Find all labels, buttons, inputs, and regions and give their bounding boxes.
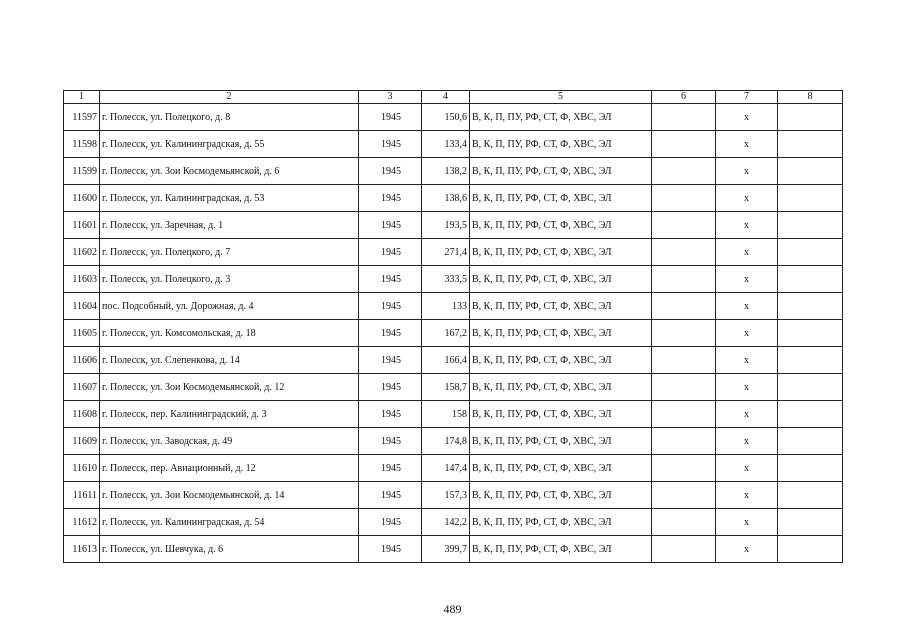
table-row — [64, 185, 843, 212]
address-cell: г. Полесск, ул. Зои Космодемьянской, д. 12 — [100, 374, 359, 401]
header-cell-4: 4 — [422, 91, 470, 104]
column-6-cell — [652, 482, 716, 509]
register-table — [63, 90, 843, 563]
year-cell: 1945 — [359, 455, 422, 482]
table-row — [64, 428, 843, 455]
column-6-cell — [652, 158, 716, 185]
year-cell: 1945 — [359, 293, 422, 320]
equipment-cell: В, К, П, ПУ, РФ, СТ, Ф, ХВС, ЭЛ — [470, 104, 652, 131]
table-row — [64, 455, 843, 482]
column-6-cell — [652, 185, 716, 212]
header-cell-6: 6 — [652, 91, 716, 104]
address-cell: г. Полесск, ул. Комсомольская, д. 18 — [100, 320, 359, 347]
header-row — [64, 91, 843, 104]
year-cell: 1945 — [359, 374, 422, 401]
column-8-cell — [778, 374, 843, 401]
column-7-cell: x — [716, 509, 778, 536]
column-8-cell — [778, 401, 843, 428]
column-8-cell — [778, 428, 843, 455]
area-cell: 158 — [422, 401, 470, 428]
record-number: 11613 — [64, 536, 100, 563]
column-7-cell: x — [716, 455, 778, 482]
column-6-cell — [652, 455, 716, 482]
area-cell: 158,7 — [422, 374, 470, 401]
address-cell: г. Полесск, ул. Калининградская, д. 53 — [100, 185, 359, 212]
column-6-cell — [652, 347, 716, 374]
column-6-cell — [652, 536, 716, 563]
column-8-cell — [778, 185, 843, 212]
address-cell: г. Полесск, ул. Зои Космодемьянской, д. 6 — [100, 158, 359, 185]
column-8-cell — [778, 212, 843, 239]
area-cell: 147,4 — [422, 455, 470, 482]
record-number: 11609 — [64, 428, 100, 455]
table-row — [64, 536, 843, 563]
column-7-cell: x — [716, 104, 778, 131]
table-row — [64, 347, 843, 374]
column-7-cell: x — [716, 158, 778, 185]
year-cell: 1945 — [359, 428, 422, 455]
area-cell: 166,4 — [422, 347, 470, 374]
equipment-cell: В, К, П, ПУ, РФ, СТ, Ф, ХВС, ЭЛ — [470, 212, 652, 239]
column-6-cell — [652, 104, 716, 131]
column-6-cell — [652, 131, 716, 158]
equipment-cell: В, К, П, ПУ, РФ, СТ, Ф, ХВС, ЭЛ — [470, 536, 652, 563]
record-number: 11608 — [64, 401, 100, 428]
column-8-cell — [778, 536, 843, 563]
equipment-cell: В, К, П, ПУ, РФ, СТ, Ф, ХВС, ЭЛ — [470, 185, 652, 212]
address-cell: г. Полесск, ул. Полецкого, д. 3 — [100, 266, 359, 293]
area-cell: 399,7 — [422, 536, 470, 563]
column-7-cell: x — [716, 401, 778, 428]
area-cell: 138,2 — [422, 158, 470, 185]
area-cell: 167,2 — [422, 320, 470, 347]
table-row — [64, 401, 843, 428]
address-cell: г. Полесск, ул. Заречная, д. 1 — [100, 212, 359, 239]
column-6-cell — [652, 212, 716, 239]
record-number: 11611 — [64, 482, 100, 509]
record-number: 11606 — [64, 347, 100, 374]
column-8-cell — [778, 266, 843, 293]
record-number: 11612 — [64, 509, 100, 536]
area-cell: 133 — [422, 293, 470, 320]
column-7-cell: x — [716, 347, 778, 374]
address-cell: пос. Подсобный, ул. Дорожная, д. 4 — [100, 293, 359, 320]
year-cell: 1945 — [359, 185, 422, 212]
column-7-cell: x — [716, 293, 778, 320]
year-cell: 1945 — [359, 401, 422, 428]
area-cell: 333,5 — [422, 266, 470, 293]
table-row — [64, 158, 843, 185]
year-cell: 1945 — [359, 131, 422, 158]
column-7-cell: x — [716, 374, 778, 401]
address-cell: г. Полесск, пер. Авиационный, д. 12 — [100, 455, 359, 482]
address-cell: г. Полесск, ул. Слепенкова, д. 14 — [100, 347, 359, 374]
equipment-cell: В, К, П, ПУ, РФ, СТ, Ф, ХВС, ЭЛ — [470, 455, 652, 482]
record-number: 11610 — [64, 455, 100, 482]
table-row — [64, 239, 843, 266]
year-cell: 1945 — [359, 347, 422, 374]
column-6-cell — [652, 401, 716, 428]
table-row — [64, 266, 843, 293]
header-cell-3: 3 — [359, 91, 422, 104]
equipment-cell: В, К, П, ПУ, РФ, СТ, Ф, ХВС, ЭЛ — [470, 509, 652, 536]
record-number: 11601 — [64, 212, 100, 239]
record-number: 11604 — [64, 293, 100, 320]
year-cell: 1945 — [359, 482, 422, 509]
column-8-cell — [778, 104, 843, 131]
equipment-cell: В, К, П, ПУ, РФ, СТ, Ф, ХВС, ЭЛ — [470, 320, 652, 347]
area-cell: 150,6 — [422, 104, 470, 131]
record-number: 11599 — [64, 158, 100, 185]
column-7-cell: x — [716, 185, 778, 212]
record-number: 11607 — [64, 374, 100, 401]
column-6-cell — [652, 266, 716, 293]
equipment-cell: В, К, П, ПУ, РФ, СТ, Ф, ХВС, ЭЛ — [470, 482, 652, 509]
equipment-cell: В, К, П, ПУ, РФ, СТ, Ф, ХВС, ЭЛ — [470, 347, 652, 374]
column-7-cell: x — [716, 131, 778, 158]
area-cell: 193,5 — [422, 212, 470, 239]
address-cell: г. Полесск, пер. Калининградский, д. 3 — [100, 401, 359, 428]
equipment-cell: В, К, П, ПУ, РФ, СТ, Ф, ХВС, ЭЛ — [470, 266, 652, 293]
year-cell: 1945 — [359, 104, 422, 131]
year-cell: 1945 — [359, 266, 422, 293]
equipment-cell: В, К, П, ПУ, РФ, СТ, Ф, ХВС, ЭЛ — [470, 131, 652, 158]
record-number: 11603 — [64, 266, 100, 293]
record-number: 11600 — [64, 185, 100, 212]
area-cell: 271,4 — [422, 239, 470, 266]
area-cell: 157,3 — [422, 482, 470, 509]
page-number: 489 — [443, 602, 462, 616]
table-row — [64, 212, 843, 239]
header-cell-7: 7 — [716, 91, 778, 104]
table-row — [64, 374, 843, 401]
table-row — [64, 293, 843, 320]
area-cell: 138,6 — [422, 185, 470, 212]
address-cell: г. Полесск, ул. Заводская, д. 49 — [100, 428, 359, 455]
record-number: 11602 — [64, 239, 100, 266]
table-body — [64, 104, 843, 563]
column-7-cell: x — [716, 320, 778, 347]
address-cell: г. Полесск, ул. Зои Космодемьянской, д. 14 — [100, 482, 359, 509]
column-8-cell — [778, 239, 843, 266]
year-cell: 1945 — [359, 239, 422, 266]
area-cell: 133,4 — [422, 131, 470, 158]
column-8-cell — [778, 320, 843, 347]
column-6-cell — [652, 509, 716, 536]
address-cell: г. Полесск, ул. Полецкого, д. 7 — [100, 239, 359, 266]
year-cell: 1945 — [359, 320, 422, 347]
equipment-cell: В, К, П, ПУ, РФ, СТ, Ф, ХВС, ЭЛ — [470, 158, 652, 185]
column-7-cell: x — [716, 482, 778, 509]
year-cell: 1945 — [359, 212, 422, 239]
column-8-cell — [778, 347, 843, 374]
table-row — [64, 482, 843, 509]
area-cell: 174,8 — [422, 428, 470, 455]
column-7-cell: x — [716, 239, 778, 266]
column-8-cell — [778, 293, 843, 320]
column-7-cell: x — [716, 536, 778, 563]
column-7-cell: x — [716, 212, 778, 239]
year-cell: 1945 — [359, 509, 422, 536]
record-number: 11598 — [64, 131, 100, 158]
header-cell-2: 2 — [100, 91, 359, 104]
address-cell: г. Полесск, ул. Полецкого, д. 8 — [100, 104, 359, 131]
column-8-cell — [778, 158, 843, 185]
table-row — [64, 509, 843, 536]
column-6-cell — [652, 320, 716, 347]
header-cell-1: 1 — [64, 91, 100, 104]
table-row — [64, 320, 843, 347]
column-6-cell — [652, 293, 716, 320]
column-6-cell — [652, 239, 716, 266]
address-cell: г. Полесск, ул. Шевчука, д. 6 — [100, 536, 359, 563]
equipment-cell: В, К, П, ПУ, РФ, СТ, Ф, ХВС, ЭЛ — [470, 239, 652, 266]
area-cell: 142,2 — [422, 509, 470, 536]
column-6-cell — [652, 374, 716, 401]
column-7-cell: x — [716, 428, 778, 455]
address-cell: г. Полесск, ул. Калининградская, д. 54 — [100, 509, 359, 536]
table-row — [64, 104, 843, 131]
year-cell: 1945 — [359, 158, 422, 185]
column-6-cell — [652, 428, 716, 455]
header-cell-5: 5 — [470, 91, 652, 104]
column-8-cell — [778, 509, 843, 536]
column-8-cell — [778, 455, 843, 482]
column-7-cell: x — [716, 266, 778, 293]
header-cell-8: 8 — [778, 91, 843, 104]
table-row — [64, 131, 843, 158]
address-cell: г. Полесск, ул. Калининградская, д. 55 — [100, 131, 359, 158]
equipment-cell: В, К, П, ПУ, РФ, СТ, Ф, ХВС, ЭЛ — [470, 401, 652, 428]
column-8-cell — [778, 131, 843, 158]
column-8-cell — [778, 482, 843, 509]
record-number: 11597 — [64, 104, 100, 131]
equipment-cell: В, К, П, ПУ, РФ, СТ, Ф, ХВС, ЭЛ — [470, 293, 652, 320]
equipment-cell: В, К, П, ПУ, РФ, СТ, Ф, ХВС, ЭЛ — [470, 428, 652, 455]
equipment-cell: В, К, П, ПУ, РФ, СТ, Ф, ХВС, ЭЛ — [470, 374, 652, 401]
year-cell: 1945 — [359, 536, 422, 563]
record-number: 11605 — [64, 320, 100, 347]
